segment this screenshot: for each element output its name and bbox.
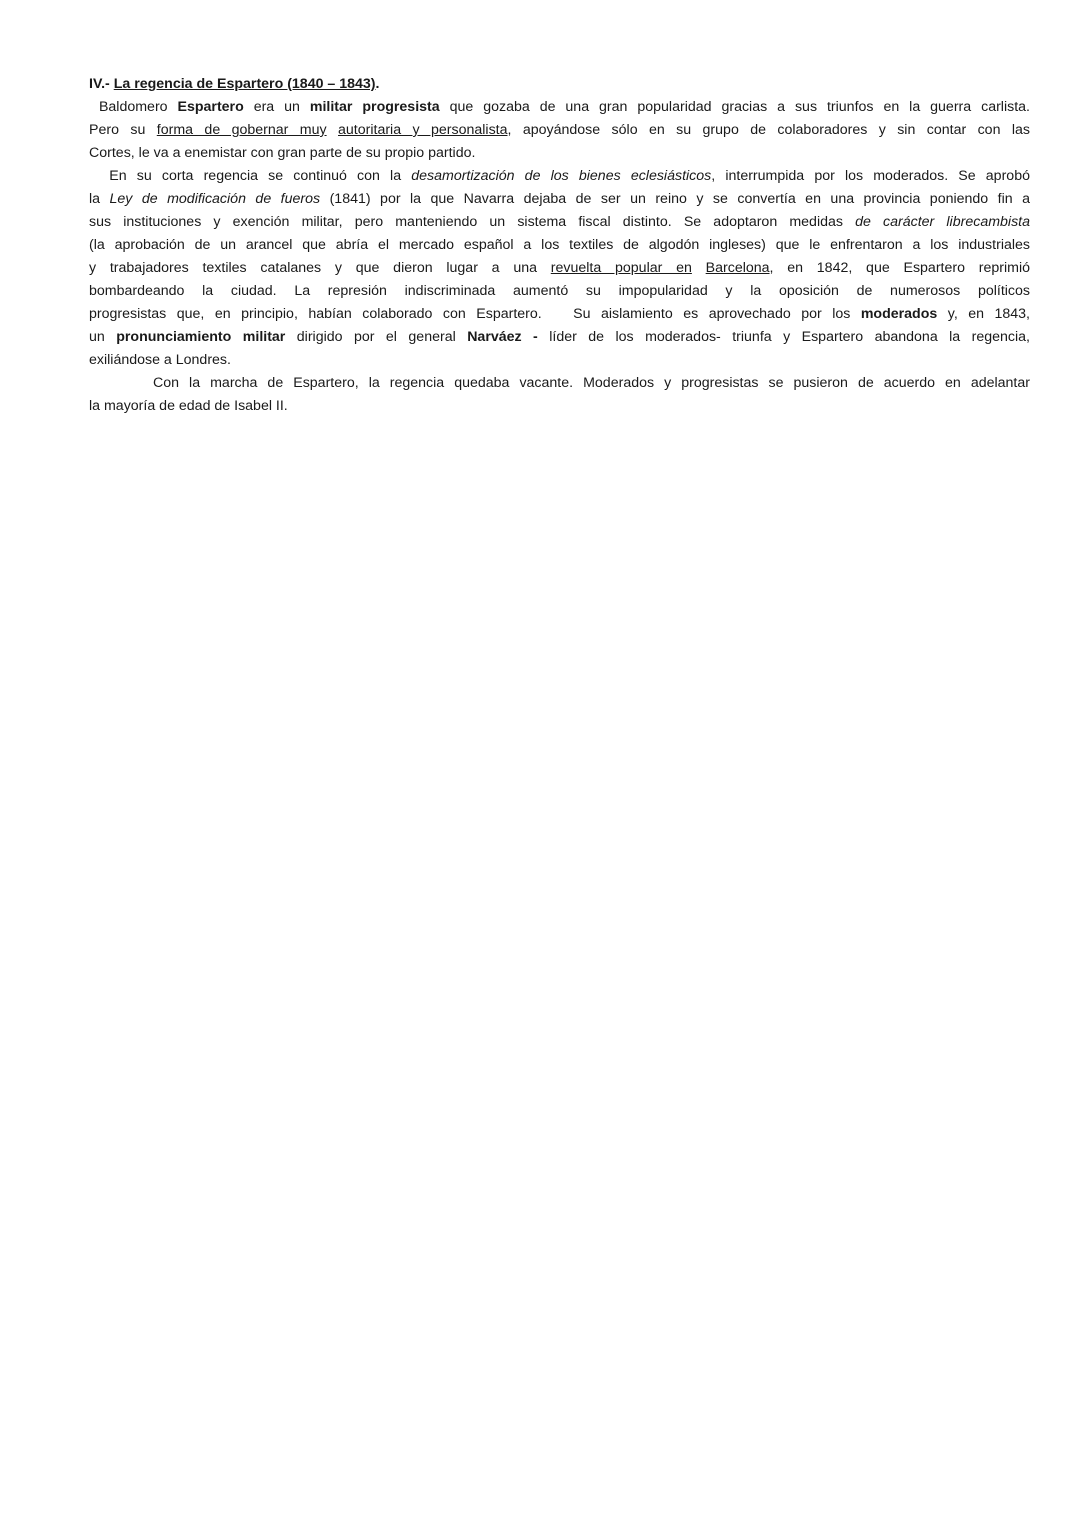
- text-line: [89, 119, 1030, 142]
- text-line: [89, 372, 1030, 395]
- text-run: En su corta regencia se continuó con la: [89, 168, 412, 184]
- text-run: (la aprobación de un arancel que abría el mercado español a los textiles de algodón ingleses) que le enfrentaron a los industriales: [89, 237, 1030, 253]
- styled-text: Barcelona: [705, 260, 770, 276]
- text-run: un: [89, 329, 117, 345]
- styled-text: desamortización de los bienes eclesiásticos: [411, 168, 712, 184]
- text-line: [89, 280, 1030, 303]
- text-run: líder de los moderados- triunfa y Espartero abandona la regencia,: [537, 329, 1030, 345]
- text-run: sus instituciones y exención militar, pero manteniendo un sistema fiscal distinto. Se adoptaron medidas: [89, 214, 856, 230]
- text-run: Baldomero: [89, 99, 178, 115]
- styled-text: Ley de modificación de fueros: [109, 191, 321, 207]
- styled-text: Narváez -: [467, 329, 538, 345]
- text-run: y, en 1843,: [937, 306, 1030, 322]
- styled-text: revuelta popular en: [550, 260, 692, 276]
- styled-text: .: [375, 76, 380, 92]
- styled-text: de carácter librecambista: [855, 214, 1030, 230]
- styled-text: forma de gobernar muy: [156, 122, 327, 138]
- text-run: , apoyándose sólo en su grupo de colaboradores y sin contar con las: [507, 122, 1030, 138]
- styled-text: pronunciamiento militar: [116, 329, 286, 345]
- text-line: [89, 395, 1030, 418]
- text-line: [89, 142, 1030, 165]
- styled-text: La regencia de Espartero (1840 – 1843): [113, 76, 376, 92]
- text-line: [89, 188, 1030, 211]
- text-run: era un: [243, 99, 310, 115]
- styled-text: moderados: [860, 306, 938, 322]
- text-line: [89, 257, 1030, 280]
- text-run: bombardeando la ciudad. La represión indiscriminada aumentó su impopularidad y la oposición de numerosos políticos: [89, 283, 1030, 299]
- text-run: y trabajadores textiles catalanes y que dieron lugar a una: [89, 260, 551, 276]
- text-line: [89, 326, 1030, 349]
- text-run: progresistas que, en principio, habían colaborado con Espartero. Su aislamiento es aprovechado por los: [89, 306, 861, 322]
- styled-text: militar progresista: [309, 99, 440, 115]
- text-run: Pero su: [89, 122, 157, 138]
- text-run: que gozaba de una gran popularidad gracias a sus triunfos en la guerra carlista.: [439, 99, 1030, 115]
- styled-text: IV.-: [89, 76, 114, 92]
- text-run: [327, 122, 338, 138]
- document-page: [89, 73, 1030, 418]
- text-run: (1841) por la que Navarra dejaba de ser un reino y se convertía en una provincia poniendo fin a: [320, 191, 1030, 207]
- text-line: [89, 211, 1030, 234]
- text-run: , interrumpida por los moderados. Se aprobó: [711, 168, 1030, 184]
- text-run: Cortes, le va a enemistar con gran parte de su propio partido.: [89, 145, 476, 161]
- text-line: [89, 96, 1030, 119]
- text-run: dirigido por el general: [285, 329, 468, 345]
- styled-text: Espartero: [177, 99, 244, 115]
- text-run: la mayoría de edad de Isabel II.: [89, 398, 288, 414]
- text-line: [89, 303, 1030, 326]
- text-run: Con la marcha de Espartero, la regencia quedaba vacante. Moderados y progresistas se pusieron de acuerdo en adelantar: [153, 375, 1030, 391]
- text-line: [89, 234, 1030, 257]
- text-run: , en 1842, que Espartero reprimió: [769, 260, 1030, 276]
- text-run: exiliándose a Londres.: [89, 352, 231, 368]
- text-line: [89, 165, 1030, 188]
- text-run: la: [89, 191, 110, 207]
- text-line: [89, 349, 1030, 372]
- styled-text: autoritaria y personalista: [338, 122, 508, 138]
- text-run: [692, 260, 706, 276]
- section-heading: [89, 73, 1030, 96]
